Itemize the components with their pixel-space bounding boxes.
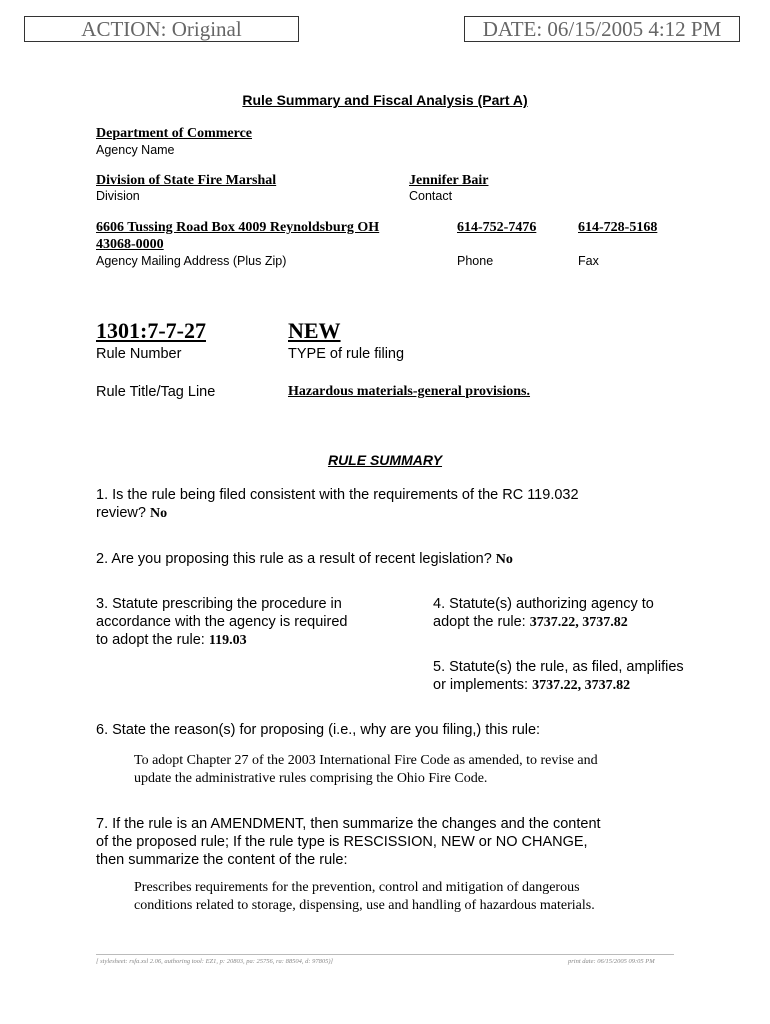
agency-name-label: Agency Name <box>96 143 175 157</box>
page-title: Rule Summary and Fiscal Analysis (Part A) <box>242 92 528 108</box>
action-text: ACTION: Original <box>81 17 242 41</box>
question-6: 6. State the reason(s) for proposing (i.e., why are you filing,) this rule: <box>96 722 541 738</box>
question-6-answer: To adopt Chapter 27 of the 2003 International Fire Code as amended, to revise and update the administrative rules comprising the Ohio Fire Code. <box>134 753 598 786</box>
rule-number-label: Rule Number <box>96 346 182 362</box>
address-label: Agency Mailing Address (Plus Zip) <box>96 254 287 268</box>
rule-number-value: 1301:7-7-27 <box>96 318 206 343</box>
question-5: 5. Statute(s) the rule, as filed, amplifies or implements: 3737.22, 3737.82 <box>433 659 684 693</box>
fax-value: 614-728-5168 <box>578 220 658 235</box>
question-1-line2: review? No <box>96 505 168 521</box>
contact-label: Contact <box>409 189 453 203</box>
agency-name-value: Department of Commerce <box>96 126 253 141</box>
rule-summary-heading: RULE SUMMARY <box>327 452 443 468</box>
filing-type-label: TYPE of rule filing <box>288 346 405 362</box>
fax-label: Fax <box>578 254 599 268</box>
address-line2: 43068-0000 <box>96 237 164 252</box>
question-1 <box>96 486 579 523</box>
footer-print-date: print date: 06/15/2005 09:05 PM <box>568 958 655 965</box>
footer-stylesheet-info: [ stylesheet: rsfa.xsl 2.06, authoring tool: EZ1, p: 20803, pa: 25756, ra: 88504, d: 97805)] <box>96 958 334 965</box>
question-3: 3. Statute prescribing the procedure in accordance with the agency is required to adopt the rule: 119.03 <box>96 596 348 648</box>
contact-value: Jennifer Bair <box>409 173 489 188</box>
division-value: Division of State Fire Marshal <box>96 173 277 188</box>
question-1-line1: 1. Is the rule being filed consistent with the requirements of the RC 119.032 <box>96 487 579 503</box>
address-line1: 6606 Tussing Road Box 4009 Reynoldsburg OH <box>96 220 380 235</box>
question-4: 4. Statute(s) authorizing agency to adopt the rule: 3737.22, 3737.82 <box>433 596 654 630</box>
question-3-answer: 119.03 <box>208 633 247 648</box>
rule-title-label: Rule Title/Tag Line <box>96 384 216 400</box>
action-box <box>24 16 299 42</box>
date-box <box>464 16 740 42</box>
phone-value: 614-752-7476 <box>457 220 537 235</box>
footer-rule <box>96 954 674 955</box>
question-7: 7. If the rule is an AMENDMENT, then summarize the changes and the content of the proposed rule; If the rule type is RESCISSION, NEW or NO CHANGE, then summarize the content of the rule: <box>96 816 601 868</box>
filing-type-value: NEW <box>288 318 341 343</box>
date-text: DATE: 06/15/2005 4:12 PM <box>482 17 722 41</box>
question-5-answer: 3737.22, 3737.82 <box>532 678 631 693</box>
question-4-answer: 3737.22, 3737.82 <box>529 615 628 630</box>
question-1-answer: No <box>150 506 168 521</box>
division-label: Division <box>96 189 140 203</box>
phone-label: Phone <box>457 254 494 268</box>
rule-title-value: Hazardous materials-general provisions. <box>288 384 531 399</box>
question-2-answer: No <box>495 552 513 567</box>
question-2: 2. Are you proposing this rule as a result of recent legislation? No <box>96 551 513 567</box>
question-7-answer: Prescribes requirements for the prevention, control and mitigation of dangerous conditions related to storage, dispensing, use and handling of hazardous materials. <box>134 880 595 913</box>
